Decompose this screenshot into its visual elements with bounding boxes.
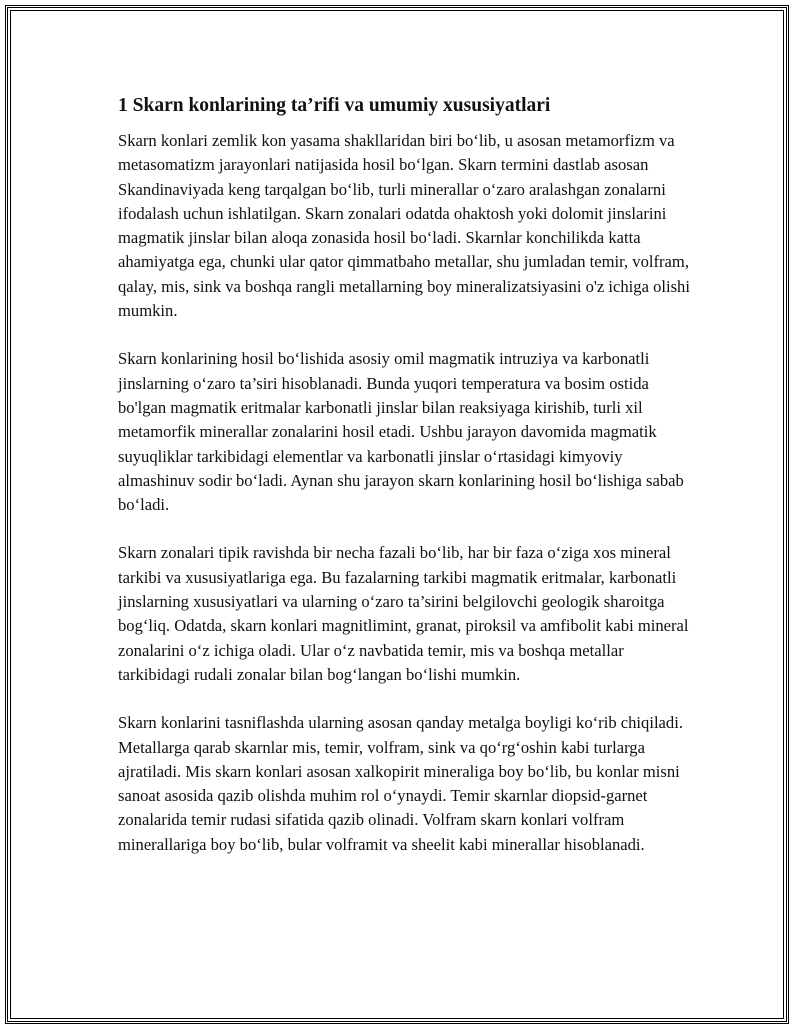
- document-body: [118, 93, 693, 881]
- paragraph-1: Skarn konlari zemlik kon yasama shakllaridan biri bo‘lib, u asosan metamorfizm va metasomatizm jarayonlari natijasida hosil bo‘lgan. Skarn termini dastlab asosan Skandinaviyada keng tarqalgan bo‘lib, turli minerallar o‘zaro aralashgan zonalarni ifodalash uchun ishlatilgan. Skarn zonalari odatda ohaktosh yoki dolomit jinslarini magmatik jinslar bilan aloqa zonasida hosil bo‘ladi. Skarnlar konchilikda katta ahamiyatga ega, chunki ular qator qimmatbaho metallar, shu jumladan temir, volfram, qalay, mis, sink va boshqa rangli metallarning boy mineralizatsiyasini o'z ichiga olishi mumkin.: [118, 131, 690, 321]
- paragraph-4: Skarn konlarini tasniflashda ularning asosan qanday metalga boyligi ko‘rib chiqiladi. Metallarga qarab skarnlar mis, temir, volfram, sink va qo‘rg‘oshin kabi turlarga ajratiladi. Mis skarn konlari asosan xalkopirit mineraliga boy bo‘lib, bu konlar misni sanoat asosida qazib olishda muhim rol o‘ynaydi. Temir skarnlar diopsid-garnet zonalarida temir rudasi sifatida qazib olinadi. Volfram skarn konlari volfram minerallariga boy bo‘lib, bular volframit va sheelit kabi minerallar hisoblanadi.: [118, 713, 683, 854]
- paragraph-3: Skarn zonalari tipik ravishda bir necha fazali bo‘lib, har bir faza o‘ziga xos mineral tarkibi va xususiyatlariga ega. Bu fazalarning tarkibi magmatik eritmalar, karbonatli jinslarning xususiyatlari va ularning o‘zaro ta’sirini belgilovchi geologik sharoitga bog‘liq. Odatda, skarn konlari magnitlimint, granat, piroksil va amfibolit kabi mineral zonalarini o‘z ichiga oladi. Ular o‘z navbatida temir, mis va boshqa metallar tarkibidagi rudali zonalar bilan bog‘langan bo‘lishi mumkin.: [118, 543, 689, 684]
- paragraph-2: Skarn konlarining hosil bo‘lishida asosiy omil magmatik intruziya va karbonatli jinslarning o‘zaro ta’siri hisoblanadi. Bunda yuqori temperatura va bosim ostida bo'lgan magmatik eritmalar karbonatli jinslar bilan reaksiyaga kirishib, turli xil metamorfik minerallar zonalarini hosil etadi. Ushbu jarayon davomida magmatik suyuqliklar tarkibidagi elementlar va karbonatli jinslar o‘rtasidagi kimyoviy almashinuv sodir bo‘ladi. Aynan shu jarayon skarn konlarining hosil bo‘lishiga sabab bo‘ladi.: [118, 349, 684, 515]
- section-heading: 1 Skarn konlarining ta’rifi va umumiy xususiyatlari: [118, 95, 551, 116]
